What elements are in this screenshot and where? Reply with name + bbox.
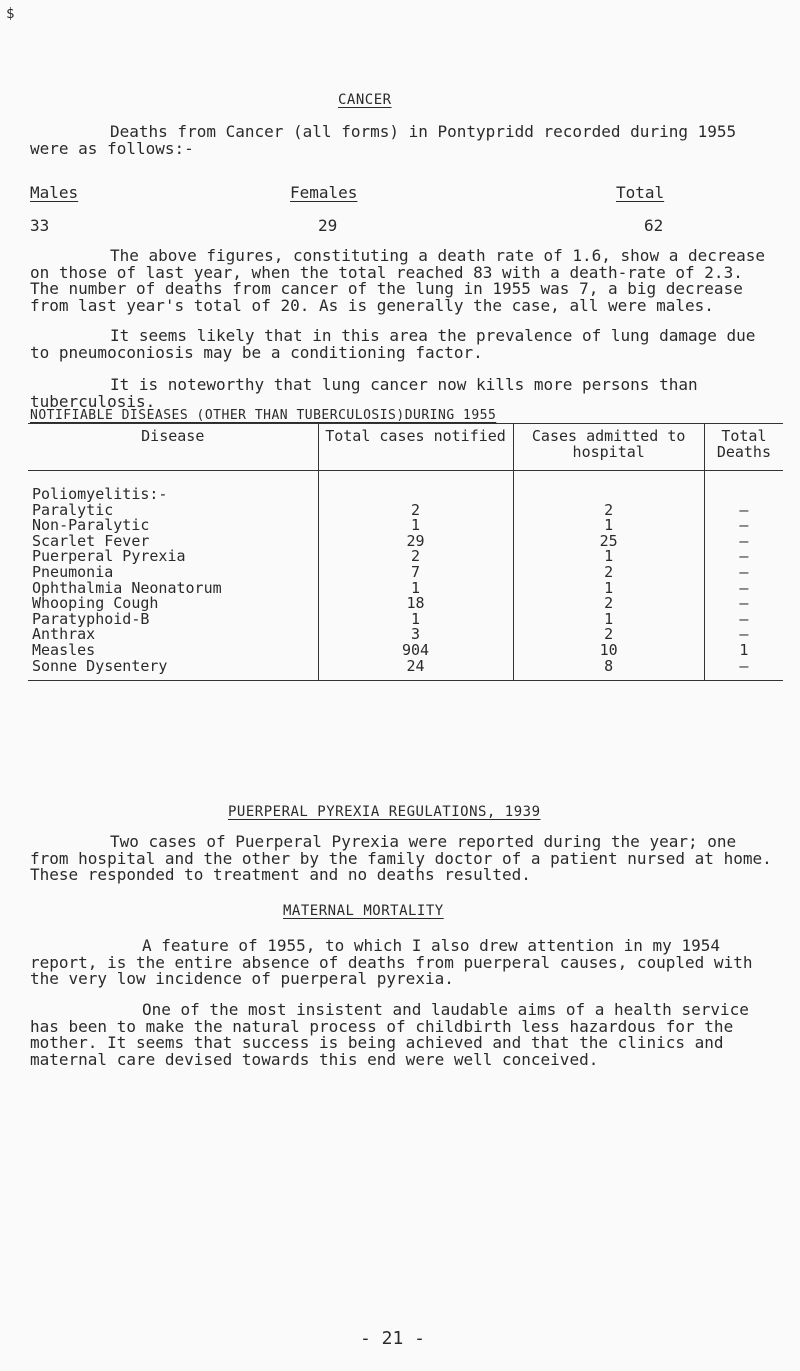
lung-damage-text: It seems likely that in this area the prevalence of lung damage due to pneumoconiosis may be a conditioning factor. — [30, 326, 756, 362]
cell-deaths — [704, 471, 783, 503]
corner-mark: $ — [6, 6, 15, 22]
males-value: 33 — [30, 216, 50, 235]
table-row — [28, 471, 783, 503]
heading-cancer: CANCER — [338, 92, 392, 108]
cell-admitted: 1 — [513, 518, 704, 534]
cell-admitted — [513, 471, 704, 503]
table-title: NOTIFIABLE DISEASES (OTHER THAN TUBERCULOSIS)DURING 1955 — [30, 408, 497, 423]
cell-notified: 29 — [318, 534, 513, 550]
cell-deaths: – — [704, 549, 783, 565]
cell-notified: 904 — [318, 643, 513, 659]
cell-notified: 3 — [318, 627, 513, 643]
females-value: 29 — [318, 216, 338, 235]
puerperal-heading: PUERPERAL PYREXIA REGULATIONS, 1939 — [228, 804, 541, 820]
cell-deaths: – — [704, 534, 783, 550]
notifiable-diseases-table — [28, 423, 783, 681]
cell-admitted: 2 — [513, 596, 704, 612]
cell-disease: Paratyphoid-B — [32, 609, 150, 628]
col-deaths: Total Deaths — [704, 424, 783, 471]
cell-disease: Scarlet Fever — [32, 531, 150, 550]
cell-disease: Measles — [32, 640, 96, 659]
cell-notified: 1 — [318, 581, 513, 597]
tuberculosis-paragraph — [30, 377, 778, 410]
maternal-heading: MATERNAL MORTALITY — [283, 903, 444, 919]
cell-admitted: 2 — [513, 503, 704, 519]
col-admitted: Cases admitted to hospital — [513, 424, 704, 471]
cell-disease: Anthrax — [32, 625, 96, 644]
cell-deaths: – — [704, 627, 783, 643]
cell-deaths: – — [704, 612, 783, 628]
cell-notified: 1 — [318, 518, 513, 534]
puerperal-text: Two cases of Puerperal Pyrexia were reported during the year; one from hospital and the other by the family doctor of a patient nursed at home. These responded to treatment and no deaths resulted. — [30, 832, 772, 884]
tuberculosis-text: It is noteworthy that lung cancer now kills more persons than tuberculosis. — [30, 375, 698, 411]
cell-disease: Puerperal Pyrexia — [32, 547, 186, 566]
cell-notified — [318, 471, 513, 503]
cell-deaths: – — [704, 596, 783, 612]
lung-damage-paragraph — [30, 328, 778, 361]
col-notified: Total cases notified — [318, 424, 513, 471]
page-number: - 21 - — [360, 1328, 426, 1349]
table-header-row — [28, 424, 783, 471]
cell-deaths: – — [704, 518, 783, 534]
males-label: Males — [30, 183, 79, 202]
cell-disease: Pneumonia — [32, 562, 114, 581]
females-label: Females — [290, 183, 358, 202]
cell-admitted: 1 — [513, 612, 704, 628]
table-row — [28, 612, 783, 628]
death-rate-paragraph — [30, 248, 778, 314]
cell-disease: Whooping Cough — [32, 594, 159, 613]
cell-notified: 24 — [318, 659, 513, 681]
cell-disease: Non-Paralytic — [32, 516, 150, 535]
cell-notified: 2 — [318, 503, 513, 519]
cell-deaths: – — [704, 659, 783, 681]
cell-disease: Poliomyelitis:- — [32, 485, 168, 503]
cell-notified: 18 — [318, 596, 513, 612]
cell-admitted: 2 — [513, 565, 704, 581]
cell-deaths: – — [704, 581, 783, 597]
maternal-text-2: One of the most insistent and laudable aims of a health service has been to make the natural process of childbirth less hazardous for the mother. It seems that success is being achieved and that the clinics and maternal care devised towards this end were well conceived. — [30, 1000, 749, 1069]
maternal-text-1: A feature of 1955, to which I also drew attention in my 1954 report, is the entire absence of deaths from puerperal causes, coupled with the very low incidence of puerperal pyrexia. — [30, 936, 753, 988]
cell-deaths: – — [704, 565, 783, 581]
cell-disease: Paralytic — [32, 500, 114, 519]
cell-admitted: 1 — [513, 581, 704, 597]
cell-admitted: 2 — [513, 627, 704, 643]
table-row — [28, 549, 783, 565]
cell-notified: 2 — [318, 549, 513, 565]
cell-admitted: 10 — [513, 643, 704, 659]
cell-disease: Sonne Dysentery — [28, 659, 318, 681]
cell-admitted: 1 — [513, 549, 704, 565]
cell-admitted: 8 — [513, 659, 704, 681]
total-value: 62 — [644, 216, 664, 235]
maternal-paragraph-2 — [30, 1002, 778, 1068]
cell-notified: 7 — [318, 565, 513, 581]
death-rate-text: The above figures, constituting a death rate of 1.6, show a decrease on those of last year, when the total reached 83 with a death-rate of 2.3. The number of deaths from cancer of the lung in 1955 was 7, a big decrease from last year's total of 20. As is generally the case, all were males. — [30, 246, 766, 315]
cell-admitted: 25 — [513, 534, 704, 550]
intro-text: Deaths from Cancer (all forms) in Pontypridd recorded during 1955 were as follows:- — [30, 122, 737, 158]
total-label: Total — [616, 183, 665, 202]
intro-paragraph — [30, 124, 778, 157]
col-disease: Disease — [28, 424, 318, 471]
cell-deaths: – — [704, 503, 783, 519]
cell-notified: 1 — [318, 612, 513, 628]
cell-disease: Ophthalmia Neonatorum — [32, 578, 222, 597]
table-row — [28, 659, 783, 681]
puerperal-paragraph — [30, 834, 778, 884]
maternal-paragraph-1 — [30, 938, 778, 988]
cell-deaths: 1 — [704, 643, 783, 659]
